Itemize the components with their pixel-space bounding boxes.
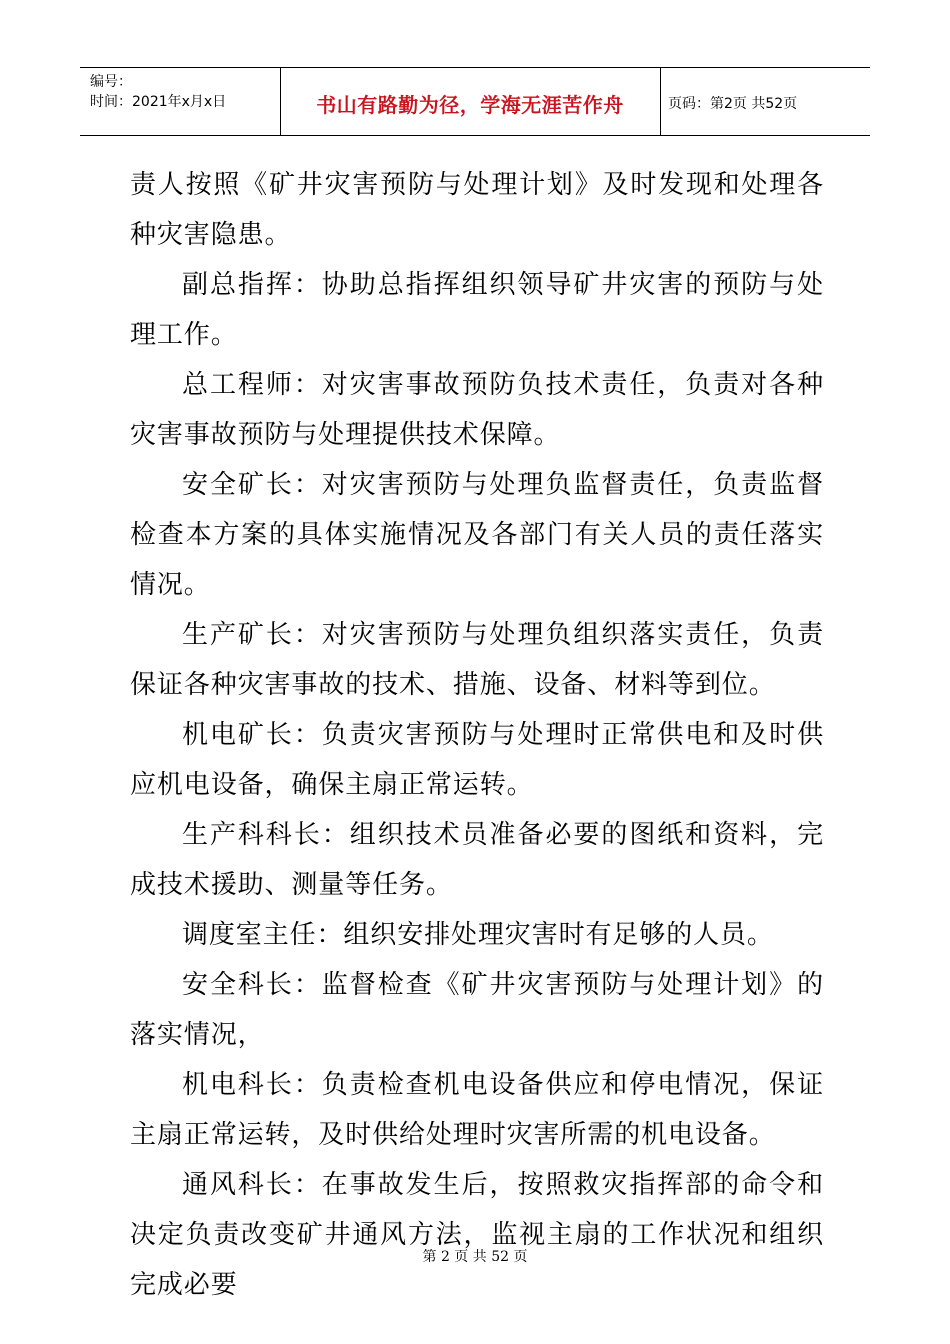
paragraph-ventilation-section-chief: 通风科长：在事故发生后，按照救灾指挥部的命令和决定负责改变矿井通风方法，监视主扇的工作状况和组织完成必要 [130, 1170, 824, 1300]
document-number-label: 编号： [90, 74, 132, 90]
paragraph-safety-section-chief: 安全科长：监督检查《矿井灾害预防与处理计划》的落实情况， [130, 970, 824, 1050]
paragraph-deputy-commander: 副总指挥：协助总指挥组织领导矿井灾害的预防与处理工作。 [130, 270, 824, 350]
header-top-rule [80, 67, 870, 68]
header-meta [90, 72, 226, 112]
header-divider-right [660, 67, 661, 136]
paragraph-safety-director: 安全矿长：对灾害预防与处理负监督责任，负责监督检查本方案的具体实施情况及各部门有关人员的责任落实情况。 [130, 470, 824, 600]
document-date: 时间：2021年x月x日 [90, 94, 227, 110]
page-header [80, 67, 870, 135]
paragraph-electromechanical-section-chief: 机电科长：负责检查机电设备供应和停电情况，保证主扇正常运转，及时供给处理时灾害所需的机电设备。 [130, 1070, 824, 1150]
header-page-info: 页码：第2页 共52页 [668, 96, 798, 112]
paragraph-production-director: 生产矿长：对灾害预防与处理负组织落实责任，负责保证各种灾害事故的技术、措施、设备、材料等到位。 [130, 620, 824, 700]
paragraph-continuation: 责人按照《矿井灾害预防与处理计划》及时发现和处理各种灾害隐患。 [130, 170, 824, 250]
paragraph-electromechanical-director: 机电矿长：负责灾害预防与处理时正常供电和及时供应机电设备，确保主扇正常运转。 [130, 720, 824, 800]
paragraph-production-section-chief: 生产科科长：组织技术员准备必要的图纸和资料，完成技术援助、测量等任务。 [130, 820, 824, 900]
header-bottom-rule [80, 135, 870, 136]
paragraph-chief-engineer: 总工程师：对灾害事故预防负技术责任，负责对各种灾害事故预防与处理提供技术保障。 [130, 370, 824, 450]
header-motto: 书山有路勤为径，学海无涯苦作舟 [316, 93, 624, 117]
paragraph-dispatch-director: 调度室主任：组织安排处理灾害时有足够的人员。 [182, 920, 774, 950]
page-footer: 第 2 页 共 52 页 [422, 1249, 528, 1265]
document-body [130, 160, 824, 1310]
